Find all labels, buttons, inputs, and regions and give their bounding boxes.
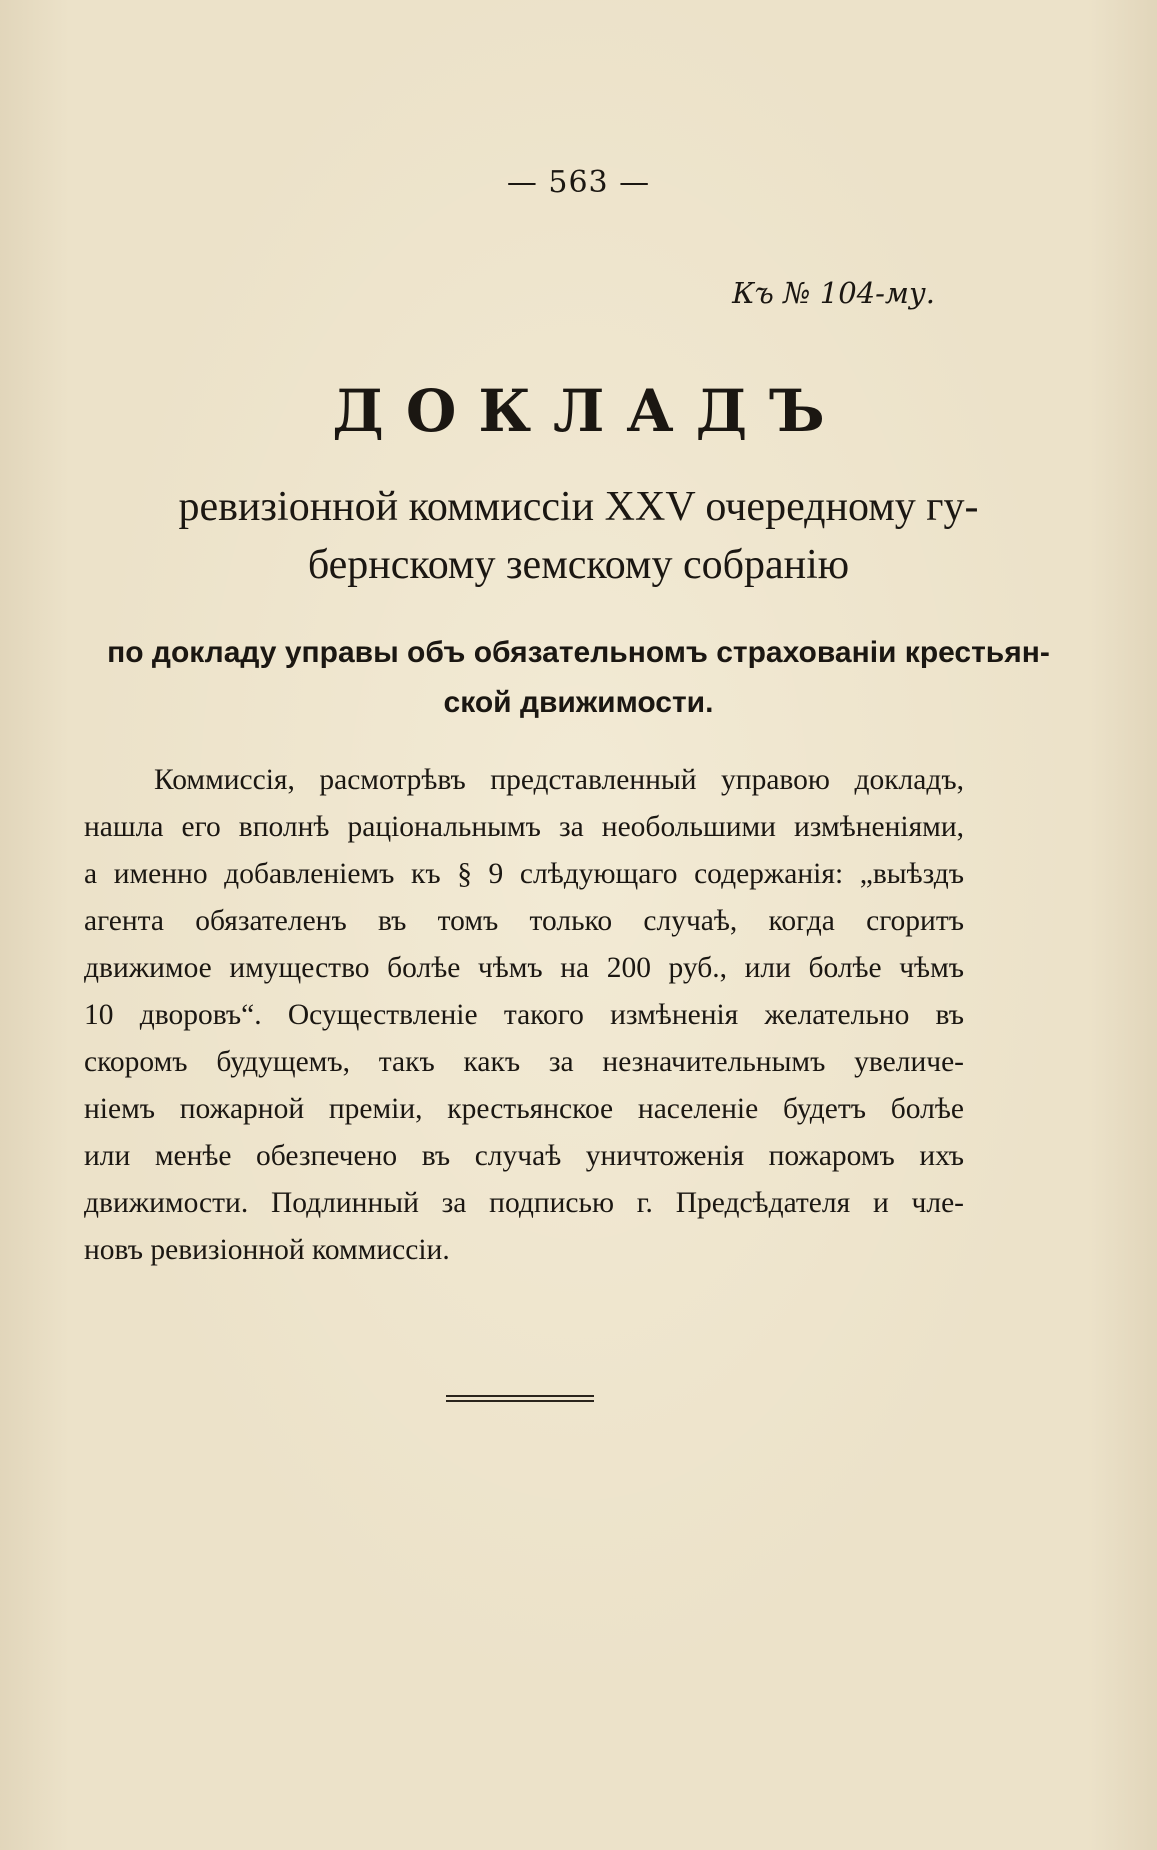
subtitle-line: ревизіонной коммиссіи XXV очередному гу- bbox=[178, 484, 979, 530]
body-line: ніемъ пожарной преміи, крестьянское населеніе будетъ болѣе bbox=[84, 1093, 964, 1125]
body-line: скоромъ будущемъ, такъ какъ за незначительнымъ увеличе- bbox=[84, 1046, 964, 1078]
body-line: движимости. Подлинный за подписью г. Предсѣдателя и чле- bbox=[84, 1187, 964, 1219]
topic-line: по докладу управы объ обязательномъ страхованіи крестьян- bbox=[107, 636, 1050, 669]
body-line: а именно добавленіемъ къ § 9 слѣдующаго содержанія: „выѣздъ bbox=[84, 858, 964, 890]
body-line: нашла его вполнѣ раціональнымъ за необольшими измѣненіями, bbox=[84, 811, 964, 843]
body-line: 10 дворовъ“. Осуществленіе такого измѣненія желательно въ bbox=[84, 999, 964, 1031]
closing-double-rule bbox=[446, 1395, 594, 1402]
document-topic bbox=[0, 628, 1157, 728]
topic-line: ской движимости. bbox=[443, 686, 714, 719]
subtitle-line: бернскому земскому собранію bbox=[307, 542, 850, 588]
body-line: движимое имущество болѣе чѣмъ на 200 руб., или болѣе чѣмъ bbox=[84, 952, 964, 984]
body-line: или менѣе обезпечено въ случаѣ уничтоженія пожаромъ ихъ bbox=[84, 1140, 964, 1172]
document-title: ДОКЛАДЪ bbox=[332, 377, 847, 445]
document-subtitle bbox=[0, 478, 1157, 594]
page-number: — 563 — bbox=[506, 165, 651, 200]
reference-note: Къ № 104-му. bbox=[732, 276, 935, 310]
body-paragraph bbox=[84, 757, 964, 1274]
body-line: новъ ревизіонной коммиссіи. bbox=[84, 1234, 450, 1266]
body-line: Коммиссія, расмотрѣвъ представленный управою докладъ, bbox=[154, 764, 964, 796]
body-line: агента обязателенъ въ томъ только случаѣ, когда сгоритъ bbox=[84, 905, 964, 937]
